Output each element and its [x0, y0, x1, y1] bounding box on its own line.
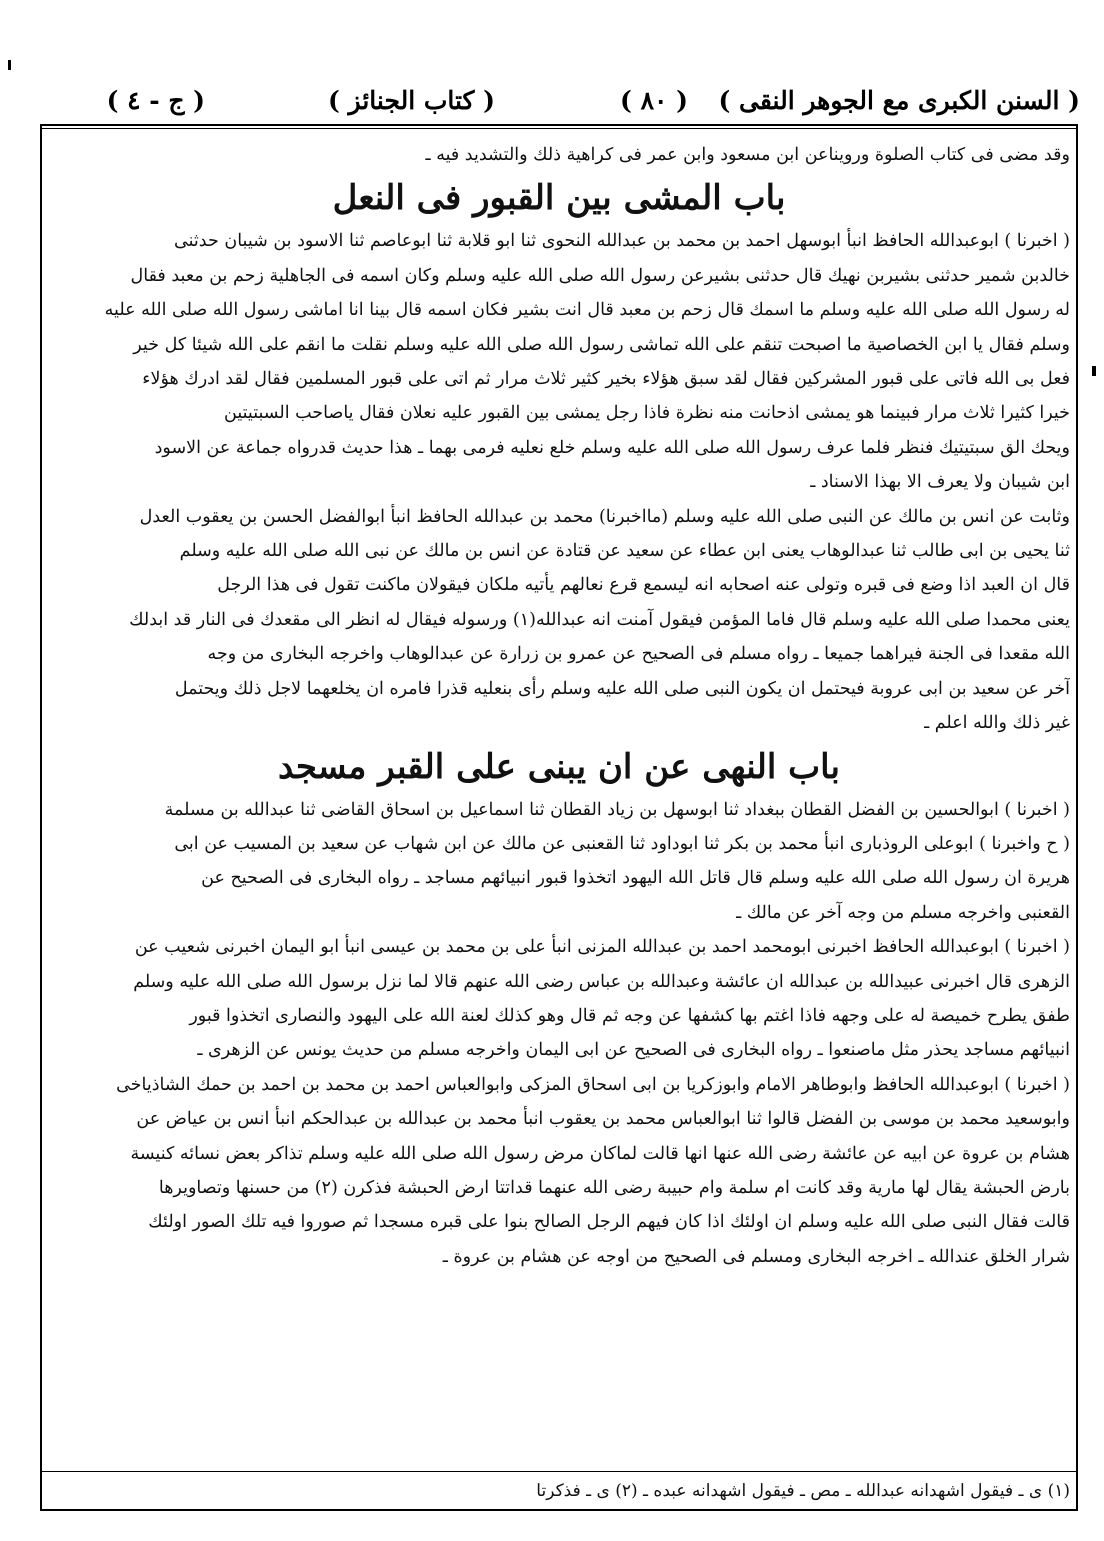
book-title: ( السنن الكبرى مع الجوهر النقى ) [718, 86, 1080, 115]
header-rule [40, 128, 1078, 129]
text-line: الزهرى قال اخبرنى عبيدالله بن عبدالله ان عائشة وعبدالله بن عباس رضى الله عنهم قالا لما نزل برسول الله صلى الله عليه وسلم [133, 971, 1070, 992]
intro-line: وقد مضى فى كتاب الصلوة ورويناعن ابن مسعود وابن عمر فى كراهية ذلك والتشديد فيه ـ [425, 145, 1070, 165]
scan-mark [1092, 366, 1096, 376]
text-line: خالدبن شمير حدثنى بشيربن نهيك قال حدثنى بشيرعن رسول الله صلى الله عليه وسلم وكان اسمه فى الجاهلية زحم بن معبد فقال [130, 265, 1070, 286]
text-line: ثنا يحيى بن ابى طالب ثنا عبدالوهاب يعنى ابن عطاء عن سعيد عن قتادة عن انس بن مالك عن نبى الله صلى الله عليه وسلم [179, 541, 1070, 562]
text-line: شرار الخلق عندالله ـ اخرجه البخارى ومسلم فى الصحيح من اوجه عن هشام بن عروة ـ [442, 1246, 1070, 1267]
text-line: فعل بى الله فاتى على قبور المشركين فقال لقد سبق هؤلاء بخير كثير ثلاث مرار ثم اتى على قبور المسلمين فقال لقد ادرك هؤلاء [142, 369, 1070, 390]
text-line: طفق يطرح خميصة له على وجهه فاذا اغتم بها كشفها عن وجه ثم قال وهو كذلك لعنة الله على اليهود والنصارى اتخذوا قبور [189, 1005, 1070, 1026]
footnote-rule [40, 1471, 1078, 1472]
section-heading: باب النهى عن ان يبنى على القبر مسجد [278, 746, 840, 787]
text-line: ( اخبرنا ) ابوالحسين بن الفضل القطان ببغداد ثنا ابوسهل بن زياد القطان ثنا اسماعيل بن اسحاق القاضى ثنا عبدالله بن مسلمة [164, 799, 1070, 820]
paragraph [48, 930, 1070, 1068]
text-line: وابوسعيد محمد بن موسى بن الفضل قالوا ثنا ابوالعباس محمد بن يعقوب انبأ محمد بن عبدالله بن عبدالحكم انبأ انس بن عياض عن [136, 1109, 1070, 1130]
text-line: ( اخبرنا ) ابوعبدالله الحافظ انبأ ابوسهل احمد بن محمد بن عبدالله النحوى ثنا ابو قلابة ثنا ابوعاصم ثنا الاسود بن شيبان حدثنى [174, 231, 1070, 252]
page-header [40, 86, 1080, 120]
text-line: ابن شيبان ولا يعرف الا بهذا الاسناد ـ [810, 472, 1070, 493]
text-line: بارض الحبشة يقال لها مارية وقد كانت ام سلمة وام حبيبة رضى الله عنهما قداتتا ارض الحبشة فذكرن (٢) من حسنها وتصاويرها [158, 1177, 1070, 1198]
page-number: ( ٨٠ ) [620, 86, 688, 115]
text-line: له رسول الله صلى الله عليه وسلم ما اسمك قال زحم بن معبد قال انت بشير فكان اسمه قال بينا انا اماشى رسول الله صلى الله عليه [104, 300, 1070, 321]
text-line: غير ذلك والله اعلم ـ [924, 713, 1070, 734]
paragraph [48, 224, 1070, 499]
chapter-title: ( كتاب الجنائز ) [328, 86, 495, 115]
section-heading: باب المشى بين القبور فى النعل [332, 178, 786, 219]
text-line: يعنى محمدا صلى الله عليه وسلم قال فاما المؤمن فيقول آمنت انه عبدالله(١) ورسوله فيقال له انظر الى مقعدك فى النار قد ابدلك [129, 609, 1070, 630]
text-line: قالت فقال النبى صلى الله عليه وسلم ان اولئك اذا كان فيهم الرجل الصالح بنوا على قبره مسجدا ثم صوروا فيه تلك الصور اولئك [148, 1212, 1070, 1233]
page-body [48, 138, 1070, 1274]
paragraph [48, 793, 1070, 931]
text-line: ( اخبرنا ) ابوعبدالله الحافظ اخبرنى ابومحمد احمد بن عبدالله المزنى انبأ على بن محمد بن عيسى انبأ ابو اليمان اخبرنى شعيب عن [134, 937, 1070, 958]
text-line: وثابت عن انس بن مالك عن النبى صلى الله عليه وسلم (مااخبرنا) محمد بن عبدالله الحافظ انبأ ابوالفضل الحسن بن يعقوب العدل [139, 506, 1070, 527]
footnote: (١) ى ـ فيقول اشهدانه عبدالله ـ مص ـ فيقول اشهدانه عبده ـ (٢) ى ـ فذكرتا [536, 1481, 1070, 1501]
paragraph [48, 1068, 1070, 1274]
text-line: خيرا كثيرا ثلاث مرار فبينما هو يمشى اذحانت منه نظرة فاذا رجل يمشى بين القبور عليه نعلان فقال ياصاحب السبتيتين [224, 403, 1070, 424]
scan-mark [8, 60, 11, 70]
text-line: هشام بن عروة عن ابيه عن عائشة رضى الله عنها انها قالت لماكان مرض رسول الله صلى الله عليه وسلم تذاكر بعض نسائه كنيسة [130, 1143, 1070, 1164]
text-line: الله مقعدا فى الجنة فيراهما جميعا ـ رواه مسلم فى الصحيح عن عمرو بن زرارة عن عبدالوهاب واخرجه البخارى من وجه [207, 644, 1070, 665]
text-line: ويحك الق سبتيتيك فنظر فلما عرف رسول الله صلى الله عليه وسلم خلع نعليه فرمى بهما ـ هذا حديث قدرواه جماعة عن الاسود [154, 437, 1070, 458]
text-line: آخر عن سعيد بن ابى عروبة فيحتمل ان يكون النبى صلى الله عليه وسلم رأى بنعليه قذرا فامره ان يخلعهما لاجل ذلك ويحتمل [174, 678, 1070, 699]
text-line: هريرة ان رسول الله صلى الله عليه وسلم قال قاتل الله اليهود اتخذوا قبور انبيائهم مساجد ـ رواه البخارى فى الصحيح عن [201, 868, 1070, 889]
volume-number: ( ج - ٤ ) [106, 86, 205, 115]
text-line: وسلم فقال يا ابن الخصاصية ما اصبحت تنقم على الله تماشى رسول الله صلى الله عليه وسلم نقلت ما انقم على الله شيئا كل خير [133, 334, 1070, 355]
text-line: قال ان العبد اذا وضع فى قبره وتولى عنه اصحابه انه ليسمع قرع نعالهم يأتيه ملكان فيقولان ماكنت تقول فى هذا الرجل [217, 575, 1070, 596]
text-line: انبيائهم مساجد يحذر مثل ماصنعوا ـ رواه البخارى فى الصحيح عن ابى اليمان واخرجه مسلم من حديث يونس عن الزهرى ـ [197, 1040, 1070, 1061]
paragraph [48, 500, 1070, 741]
text-line: القعنبى واخرجه مسلم من وجه آخر عن مالك ـ [736, 902, 1070, 923]
text-line: ( اخبرنا ) ابوعبدالله الحافظ وابوطاهر الامام وابوزكريا بن ابى اسحاق المزكى وابوالعباس احمد بن محمد بن احمد بن حمك الشاذياخى [116, 1074, 1070, 1095]
text-line: ( ح واخبرنا ) ابوعلى الروذبارى انبأ محمد بن بكر ثنا ابوداود ثنا القعنبى عن مالك عن ابن شهاب عن سعيد بن المسيب عن ابى [174, 833, 1070, 854]
